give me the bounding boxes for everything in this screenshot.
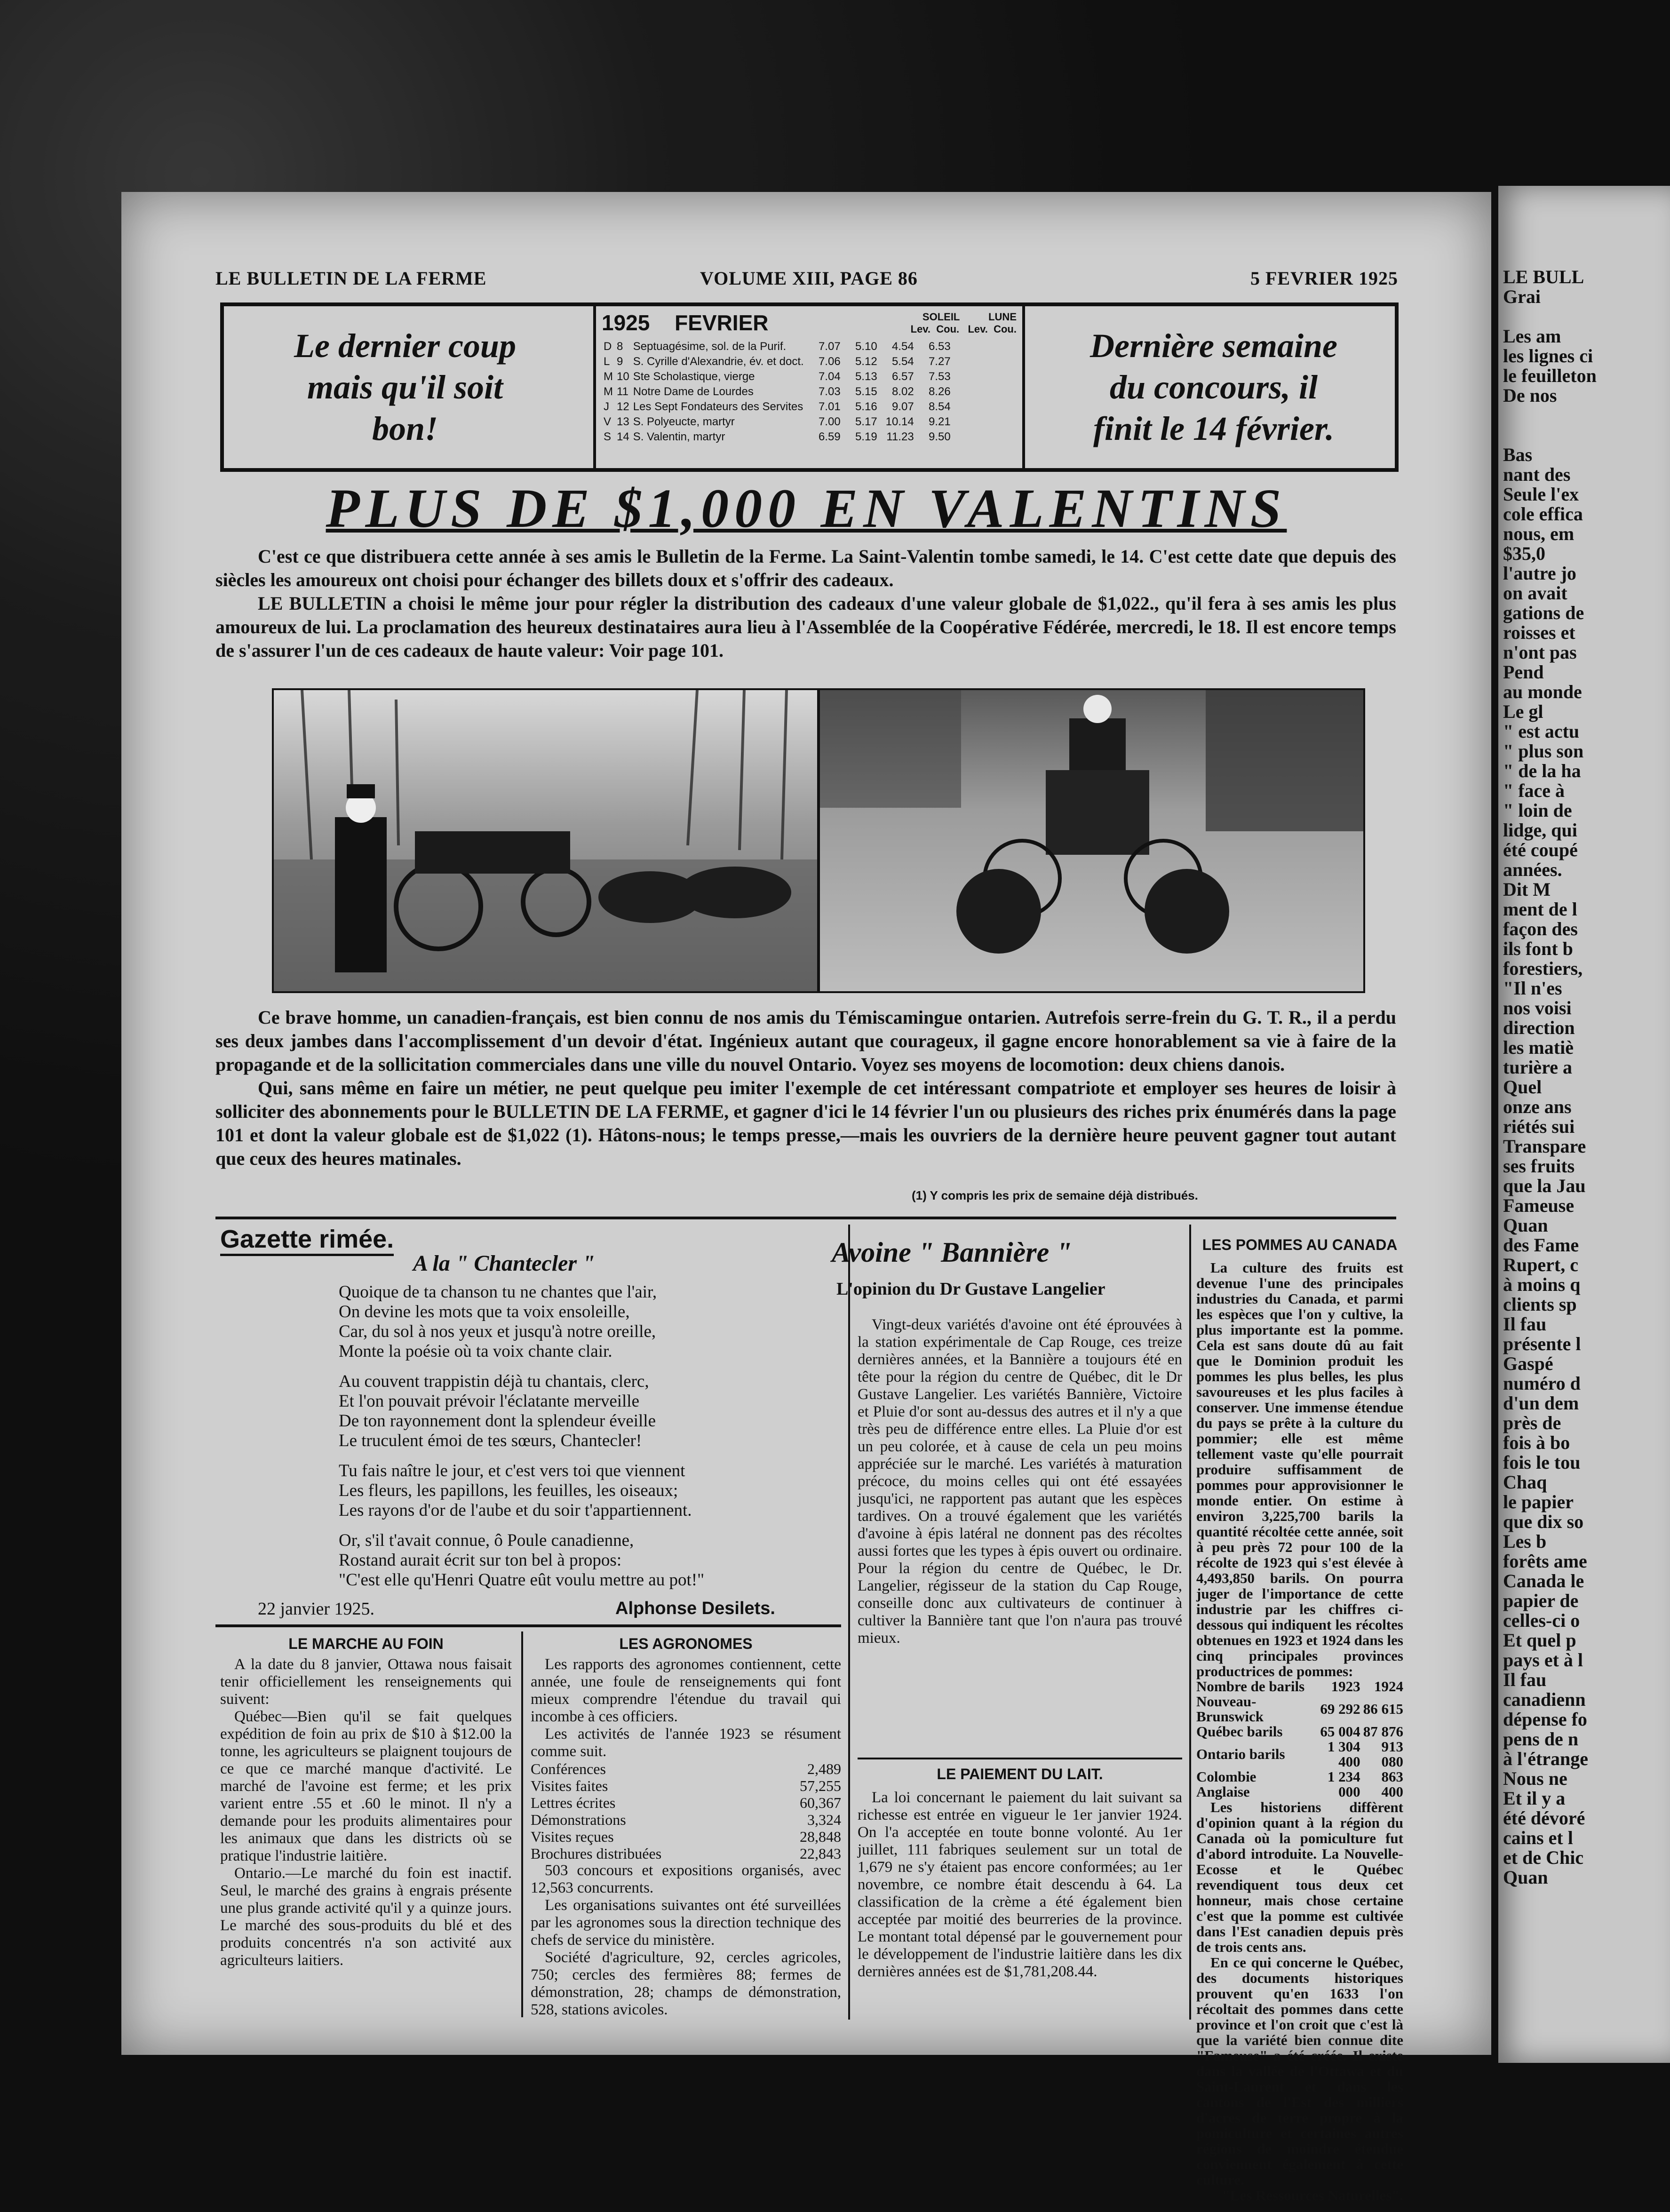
adjacent-page-fragment: numéro d bbox=[1503, 1373, 1581, 1394]
calendar-cell-sc: 5.12 bbox=[855, 355, 877, 368]
adjacent-page-fragment: on avait bbox=[1503, 582, 1567, 604]
intro-paragraph: LE BULLETIN a choisi le même jour pour régler la distribution des cadeaux d'une valeur globale de $1,022., qu'il fera à ses amis les plus amoureux de lui. La proclamation des heureux destinataires aura lieu à l'Assemblée de la Coopérative Fédérée, mercredi, le 18. Il est encore temps de s'assurer l'un de ces cadeaux de haute valeur: Voir page 101. bbox=[215, 593, 1396, 661]
calendar-cell-lc: 9.21 bbox=[928, 415, 951, 428]
calendar-cell-lc: 9.50 bbox=[928, 430, 951, 443]
adjacent-page-fragment: Et il y a bbox=[1503, 1788, 1566, 1809]
calendar-cell-sl: 7.04 bbox=[818, 370, 841, 383]
calendar-cell-saint: S. Cyrille d'Alexandrie, év. et doct. bbox=[633, 355, 804, 368]
stats-value: 22,843 bbox=[800, 1845, 841, 1862]
pommes-cell: 69 292 bbox=[1320, 1701, 1360, 1717]
adjacent-page-fragment: Les am bbox=[1503, 326, 1561, 347]
calendar-cell-saint: Septuagésime, sol. de la Purif. bbox=[633, 340, 787, 353]
pommes-paragraph: Les historiens diffèrent d'opinion quant à la région du Canada où la pomiculture fut d'abord introduite. La Nouvelle-Ecosse et le Québec revendiquent tous deux cet honneur, mais chose certaine c'est que la pomme est cultivée dans l'Est canadien depuis près de trois cents ans. bbox=[1196, 1799, 1403, 1955]
adjacent-page-fragment: Quan bbox=[1503, 1867, 1548, 1888]
pommes-cell: 65 004 bbox=[1320, 1723, 1360, 1740]
adjacent-page-fragment: Bas bbox=[1503, 444, 1533, 465]
poem-line: Les rayons d'or de l'aube et du soir t'appartiennent. bbox=[339, 1501, 692, 1520]
calendar-cell-ll: 9.07 bbox=[891, 400, 914, 413]
adjacent-page-fragment: Pend bbox=[1503, 661, 1544, 683]
calendar-cell-sc: 5.17 bbox=[855, 415, 877, 428]
adjacent-page-fragment: fois à bo bbox=[1503, 1432, 1570, 1453]
adjacent-page-fragment: "Il n'es bbox=[1503, 978, 1562, 999]
adjacent-page-fragment: papier de bbox=[1503, 1590, 1579, 1611]
masthead-date: 5 FEVRIER 1925 bbox=[1250, 268, 1399, 289]
stats-row bbox=[531, 1777, 841, 1794]
agronomes-paragraph: Les activités de l'année 1923 se résument comme suit. bbox=[531, 1726, 841, 1760]
calendar-cell-n: 13 bbox=[617, 415, 629, 428]
adjacent-page-fragment: nos voisi bbox=[1503, 997, 1572, 1018]
masthead-volume: VOLUME XIII, PAGE 86 bbox=[700, 268, 918, 289]
foin-heading: LE MARCHE AU FOIN bbox=[288, 1635, 444, 1652]
adjacent-page-fragment: forêts ame bbox=[1503, 1551, 1587, 1572]
calendar-cell-sl: 7.06 bbox=[818, 355, 841, 368]
stats-label: Visites reçues bbox=[531, 1828, 614, 1845]
pommes-source: "Les Ressources Naturelles". bbox=[1222, 2187, 1403, 2204]
calendar-cell-sl: 7.03 bbox=[818, 385, 841, 398]
calendar-columns bbox=[911, 311, 1017, 335]
banner-left-slogan bbox=[224, 306, 586, 468]
poem-line: Monte la poésie où ta voix chante clair. bbox=[339, 1342, 612, 1361]
calendar-cell-sc: 5.15 bbox=[855, 385, 877, 398]
adjacent-page-fragment: ses fruits bbox=[1503, 1155, 1575, 1177]
calendar-cell-lc: 6.53 bbox=[928, 340, 951, 353]
adjacent-page-fragment: pens de n bbox=[1503, 1728, 1579, 1750]
agronomes-column bbox=[531, 1656, 841, 2019]
calendar-cell-n: 12 bbox=[617, 400, 629, 413]
adjacent-page-fragment: et de Chic bbox=[1503, 1847, 1584, 1868]
pommes-table-row bbox=[1196, 1739, 1403, 1769]
adjacent-page-fragment: " face à bbox=[1503, 780, 1565, 801]
adjacent-page-fragment: nant des bbox=[1503, 464, 1571, 485]
adjacent-page-fragment: Gaspé bbox=[1503, 1353, 1553, 1374]
stats-value: 3,324 bbox=[807, 1811, 841, 1828]
caption-paragraph: Qui, sans même en faire un métier, ne peut quelque peu imiter l'exemple de cet intéressant compatriote et employer ses heures de loisir à solliciter des abonnements pour le BULLETIN DE LA FERME, et gagner d'ici le 14 février l'un ou plusieurs des riches prix énumérés dans la page 101 et dont la valeur globale est de $1,022 (1). Hâtons-nous; le temps presse,—mais les ouvriers de la dernière heure peuvent gagner tout autant que ceux des heures matinales. bbox=[215, 1077, 1396, 1169]
adjacent-page-fragment: que la Jau bbox=[1503, 1175, 1586, 1196]
pommes-cell: Nouveau-Brunswick bbox=[1196, 1693, 1264, 1725]
intro-paragraph: C'est ce que distribuera cette année à ses amis le Bulletin de la Ferme. La Saint-Valentin tombe samedi, le 14. C'est cette date que depuis des siècles les amoureux ont choisi pour échanger des billets doux et s'offrir des cadeaux. bbox=[215, 546, 1396, 590]
calendar-cell-ll: 11.23 bbox=[886, 430, 914, 443]
calendar-cell-saint: Notre Dame de Lourdes bbox=[633, 385, 754, 398]
poem-line: Rostand aurait écrit sur ton bel à propos: bbox=[339, 1551, 622, 1570]
calendar-cell-lc: 7.53 bbox=[928, 370, 951, 383]
stats-row bbox=[531, 1794, 841, 1811]
calendar-cell-sl: 7.00 bbox=[818, 415, 841, 428]
poem-line: "C'est elle qu'Henri Quatre eût voulu mettre au pot!" bbox=[339, 1570, 705, 1590]
calendar-cell-ll: 4.54 bbox=[891, 340, 914, 353]
stats-value: 57,255 bbox=[800, 1777, 841, 1794]
adjacent-page-fragment: n'ont pas bbox=[1503, 642, 1577, 663]
banner-right-line: Dernière semaine bbox=[1090, 327, 1337, 365]
pommes-table-row bbox=[1196, 1724, 1403, 1739]
calendar-cell-ll: 5.54 bbox=[891, 355, 914, 368]
agronomes-paragraph: Les rapports des agronomes contiennent, cette année, une foule de renseignements qui font mieux comprendre l'étendue du travail qui incombe à ces officiers. bbox=[531, 1656, 841, 1725]
stats-label: Démonstrations bbox=[531, 1811, 626, 1828]
calendar-table bbox=[602, 339, 953, 445]
poem-stanza bbox=[339, 1461, 704, 1520]
adjacent-page-fragment: Le gl bbox=[1503, 701, 1543, 722]
adjacent-page-fragment: nous, em bbox=[1503, 523, 1575, 544]
banner-right-slogan bbox=[1033, 306, 1395, 468]
adjacent-page-fragment: des Fame bbox=[1503, 1234, 1579, 1256]
adjacent-page-fragment: Il fau bbox=[1503, 1669, 1547, 1690]
adjacent-page-fragment: Dit M bbox=[1503, 879, 1551, 900]
lait-column bbox=[858, 1789, 1182, 1981]
poem-date: 22 janvier 1925. bbox=[258, 1599, 375, 1619]
poem-stanza bbox=[339, 1372, 704, 1451]
calendar-cell-d: M bbox=[604, 385, 613, 398]
banner-right-line: du concours, il bbox=[1109, 368, 1318, 406]
adjacent-page-fragment: $35,0 bbox=[1503, 543, 1545, 564]
calendar-cell-n: 9 bbox=[617, 355, 623, 368]
adjacent-page-fragment: Nous ne bbox=[1503, 1768, 1567, 1789]
stats-label: Lettres écrites bbox=[531, 1794, 616, 1811]
poem-line: De ton rayonnement dont la splendeur éveille bbox=[339, 1411, 656, 1431]
calendar-cou-label: Cou. bbox=[936, 323, 960, 335]
adjacent-page-fragment: cole effica bbox=[1503, 503, 1583, 525]
calendar-month: FEVRIER bbox=[675, 310, 769, 335]
pommes-header-cell: 1923 bbox=[1331, 1678, 1360, 1695]
adjacent-page-fragment: cains et l bbox=[1503, 1827, 1573, 1848]
calendar-row bbox=[602, 354, 953, 369]
calendar-cell-ll: 6.57 bbox=[891, 370, 914, 383]
adjacent-page-fragment: De nos bbox=[1503, 385, 1557, 406]
adjacent-page-fragment: " est actu bbox=[1503, 721, 1580, 742]
stats-label: Brochures distribuées bbox=[531, 1845, 662, 1862]
calendar-cell-ll: 10.14 bbox=[885, 415, 914, 428]
poem-line: Car, du sol à nos yeux et jusqu'à notre oreille, bbox=[339, 1322, 656, 1341]
adjacent-page-fragment: le papier bbox=[1503, 1491, 1574, 1512]
pommes-cell: Ontario barils bbox=[1196, 1746, 1285, 1762]
adjacent-page-fragment: turière a bbox=[1503, 1057, 1572, 1078]
pommes-cell: 86 615 bbox=[1363, 1701, 1403, 1717]
adjacent-page-fragment: canadienn bbox=[1503, 1689, 1586, 1710]
poem-stanza bbox=[339, 1531, 704, 1590]
adjacent-page-fragment: lidge, qui bbox=[1503, 820, 1577, 841]
adjacent-page-fragment: roisses et bbox=[1503, 622, 1575, 643]
lait-text: La loi concernant le paiement du lait suivant sa richesse est entrée en vigueur le 1er janvier 1924. On l'a acceptée en toute bonne volonté. Au 1er juillet, 111 fabriques seulement sur un total de 1,679 ne s'y étaient pas encore conformées; au 1er novembre, ce nombre était descendu à 64. La classification de la crème a été également bien acceptée par moitié des beurreries de la province. Le montant total dépensé par le gouvernement pour le développement de l'industrie laitière dans les dix dernières années est de $1,781,208.44. bbox=[858, 1789, 1182, 1980]
calendar-cell-sc: 5.10 bbox=[855, 340, 877, 353]
calendar-cell-n: 8 bbox=[617, 340, 623, 353]
adjacent-page-fragment: Seule l'ex bbox=[1503, 484, 1579, 505]
agronomes-paragraph: Les organisations suivantes ont été surveillées par les agronomes sous la direction technique des chefs de service du ministère. bbox=[531, 1897, 841, 1949]
adjacent-page-fragment: " loin de bbox=[1503, 800, 1572, 821]
banner-left-line: bon! bbox=[372, 410, 438, 447]
stats-row bbox=[531, 1811, 841, 1828]
adjacent-page-fragment: le feuilleton bbox=[1503, 365, 1597, 386]
calendar-cell-lc: 8.54 bbox=[928, 400, 951, 413]
adjacent-page-fragment: ment de l bbox=[1503, 899, 1577, 920]
pommes-table bbox=[1196, 1679, 1403, 1799]
adjacent-page-fragment: façon des bbox=[1503, 918, 1578, 939]
poem-line: Or, s'il t'avait connue, ô Poule canadienne, bbox=[339, 1531, 634, 1550]
adjacent-page-fragment: gations de bbox=[1503, 602, 1584, 623]
section-divider bbox=[215, 1217, 1396, 1219]
poem-line: Le truculent émoi de tes sœurs, Chantecler! bbox=[339, 1431, 642, 1450]
adjacent-page-fragment: Rupert, c bbox=[1503, 1254, 1578, 1275]
adjacent-page-fragment: Chaq bbox=[1503, 1472, 1547, 1493]
avoine-title: Avoine " Bannière " bbox=[832, 1237, 1072, 1268]
main-headline: PLUS DE $1,000 EN VALENTINS bbox=[326, 477, 1287, 539]
adjacent-page-fragment: Et quel p bbox=[1503, 1630, 1576, 1651]
photo-man-with-dog-cart bbox=[274, 690, 820, 991]
stats-value: 60,367 bbox=[800, 1794, 841, 1811]
adjacent-page-fragment: Quel bbox=[1503, 1076, 1542, 1098]
calendar-row bbox=[602, 384, 953, 399]
calendar-cell-sc: 5.16 bbox=[855, 400, 877, 413]
foin-column bbox=[220, 1656, 512, 1969]
poem-line: Au couvent trappistin déjà tu chantais, clerc, bbox=[339, 1372, 649, 1391]
adjacent-page-fragment: direction bbox=[1503, 1017, 1575, 1038]
adjacent-page-fragment: à l'étrange bbox=[1503, 1748, 1589, 1769]
stats-row bbox=[531, 1760, 841, 1777]
banner-left-line: Le dernier coup bbox=[294, 327, 516, 365]
avoine-text: Vingt-deux variétés d'avoine ont été éprouvées à la station expérimentale de Cap Rouge, ces treize dernières années, et la Bannière a toujours été en tête pour la région du centre de Québec, dit le Dr Gustave Langelier. Les variétés Bannière, Victoire et Pluie d'or sont au-dessus des autres et il n'y a que très peu de différence entre elles. La Pluie d'or est un peu colorée, et à cause de cela un peu moins appréciée sur le marché. Les variétés à maturation précoce, du moins celles qui ont été essayées jusqu'ici, ne rapportent pas autant que les espèces tardives. On a trouvé également que les variétés d'avoine à épis latéral ne donnent pas des récoltes aussi fortes que les types à épis ouvert ou ordinaire. Pour la région du centre de Québec, le Dr. Langelier, régisseur de la station du Cap Rouge, conseille donc aux cultivateurs de continuer à cultiver la Bannière tant que l'on n'aura pas trouvé mieux. bbox=[858, 1316, 1182, 1647]
poem-stanza bbox=[339, 1282, 704, 1361]
poem-line: Et l'on pouvait prévoir l'éclatante merveille bbox=[339, 1392, 640, 1411]
calendar-cell-saint: Les Sept Fondateurs des Servites bbox=[633, 400, 803, 413]
banner-left-line: mais qu'il soit bbox=[307, 368, 503, 406]
adjacent-page-fragment: Grai bbox=[1503, 286, 1541, 307]
foin-paragraph: Québec—Bien qu'il se fait quelques expédition de foin au prix de $10 à $12.00 la tonne, les agriculteurs se plaignent toujours de ce que ce marché manque d'activité. Le marché de l'avoine est ferme; et les prix varient entre .55 et .60 le minot. Il n'y a demande pour les produits alimentaires pour les animaux que dans les districts où se pratique l'industrie laitière. bbox=[220, 1708, 512, 1864]
agronomes-stats-table bbox=[531, 1760, 841, 1862]
calendar-cell-n: 10 bbox=[617, 370, 629, 383]
stats-label: Visites faites bbox=[531, 1777, 608, 1794]
adjacent-page-fragment: clients sp bbox=[1503, 1294, 1577, 1315]
foin-paragraph: Ontario.—Le marché du foin est inactif. Seul, le marché des grains à engrais présente une plus grande activité qu'il y a quinze jours. Le marché des sous-produits du blé et des produits concentrés n'a son activité aux agriculteurs laitiers. bbox=[220, 1865, 512, 1969]
agronomes-paragraph: Société d'agriculture, 92, cercles agricoles, 750; cercles des fermières 88; fermes de démonstration, 28; champs de démonstration, 528, stations avicoles. bbox=[531, 1949, 841, 2018]
avoine-subtitle: L'opinion du Dr Gustave Langelier bbox=[836, 1279, 1105, 1299]
pommes-cell: 913 080 bbox=[1381, 1738, 1403, 1770]
pommes-header-cell: Nombre de barils bbox=[1196, 1678, 1305, 1695]
adjacent-page-fragment: " de la ha bbox=[1503, 760, 1581, 781]
adjacent-page-fragment: été coupé bbox=[1503, 839, 1578, 860]
intro-text bbox=[215, 545, 1396, 662]
adjacent-page-fragment: onze ans bbox=[1503, 1096, 1572, 1117]
calendar-cell-d: M bbox=[604, 370, 613, 383]
pommes-header-cell: 1924 bbox=[1374, 1678, 1403, 1695]
adjacent-page-fragment: présente l bbox=[1503, 1333, 1581, 1354]
calendar-soleil-label: SOLEIL bbox=[922, 311, 960, 323]
adjacent-page-fragment: au monde bbox=[1503, 681, 1582, 702]
pommes-heading: LES POMMES AU CANADA bbox=[1202, 1236, 1398, 1253]
calendar-cell-sc: 5.13 bbox=[855, 370, 877, 383]
top-banner bbox=[220, 302, 1399, 472]
stats-row bbox=[531, 1845, 841, 1862]
pommes-cell: 1 304 400 bbox=[1327, 1738, 1360, 1770]
foin-paragraph: A la date du 8 janvier, Ottawa nous faisait tenir officiellement les renseignements qui suivent: bbox=[220, 1656, 512, 1708]
pommes-paragraph: En ce qui concerne le Québec, des documents historiques prouvent qu'en 1633 l'on récoltait des pommes dans cette province et l'on croit que c'est là que la variété bien connue dite "Fameuse" a été créée. Il existe dans la vallée de l'Ottawa et du Saint-Laurent et dans les cantons de l'Est des milliers d'acres de terre propre à la pomiculture et certaines autres régions de moindre étendue conviennent également à cette culture. bbox=[1196, 1954, 1403, 2188]
calendar-lune-label: LUNE bbox=[988, 311, 1017, 323]
adjacent-page-fragment: " plus son bbox=[1503, 740, 1584, 762]
column-divider bbox=[1189, 1225, 1191, 2020]
agronomes-heading: LES AGRONOMES bbox=[619, 1635, 753, 1652]
adjacent-page-fragment: fois le tou bbox=[1503, 1452, 1581, 1473]
adjacent-page-fragment: Canada le bbox=[1503, 1570, 1584, 1591]
pommes-paragraph: La culture des fruits est devenue l'une des principales industries du Canada, et parmi les espèces que l'on y cultive, la plus importante est la pomme. Cela est sans doute dû au fait que le Dominion produit les pommes les plus belles, les plus savoureuses et les plus faciles à conserver. Une immense étendue du pays se prête à la culture du pommier; elle est même tellement vaste qu'elle pourrait produire suffisamment de pommes pour approvisionner le monde entier. On estime à environ 3,225,700 barils la quantité récoltée cette année, soit à peu près 72 pour 100 de la récolte de 1923 qui s'est élevée à 4,493,850 barils. On pourra juger de l'importance de cette industrie par les chiffres ci-dessous qui indiquent les récoltes obtenues en 1923 et 1924 dans les cinq principales provinces productrices de pommes: bbox=[1196, 1259, 1403, 1679]
adjacent-page-fragment: à moins q bbox=[1503, 1274, 1581, 1295]
calendar-cell-saint: S. Polyeucte, martyr bbox=[633, 415, 735, 428]
adjacent-page-fragment: riétés sui bbox=[1503, 1116, 1575, 1137]
adjacent-page-fragment: Les b bbox=[1503, 1531, 1547, 1552]
footnote: (1) Y compris les prix de semaine déjà distribués. bbox=[912, 1188, 1198, 1202]
adjacent-page-fragment: LE BULL bbox=[1503, 266, 1584, 287]
adjacent-page-fragment: celles-ci o bbox=[1503, 1610, 1580, 1631]
adjacent-page-fragment: années. bbox=[1503, 859, 1562, 880]
calendar-row bbox=[602, 339, 953, 354]
calendar-year: 1925 bbox=[602, 310, 650, 335]
calendar-cell-sl: 7.07 bbox=[818, 340, 841, 353]
calendar-cell-n: 11 bbox=[617, 385, 628, 398]
calendar-lev-label: Lev. bbox=[910, 323, 931, 335]
stats-label: Conférences bbox=[531, 1760, 606, 1777]
calendar-cell-d: V bbox=[604, 415, 612, 428]
pommes-table-row bbox=[1196, 1694, 1403, 1724]
pommes-cell: 1 234 000 bbox=[1327, 1768, 1360, 1800]
poem-line: Les fleurs, les papillons, les feuilles, les oiseaux; bbox=[339, 1481, 678, 1500]
caption-paragraph: Ce brave homme, un canadien-français, est bien connu de nos amis du Témiscamingue ontarien. Autrefois serre-frein du G. T. R., il a perdu ses deux jambes dans l'accomplissement d'un devoir d'état. Ingénieux autant que courageux, il gagne encore honorablement sa vie à faire de la propagande et de la sollicitation commerciales dans une ville du nouvel Ontario. Voyez ses moyens de locomotion: deux chiens danois. bbox=[215, 1007, 1396, 1075]
calendar-cou-label: Cou. bbox=[994, 323, 1017, 335]
adjacent-page-fragment: Il fau bbox=[1503, 1313, 1547, 1335]
calendar-cell-n: 14 bbox=[617, 430, 629, 443]
calendar-row bbox=[602, 399, 953, 414]
adjacent-page-fragment: Quan bbox=[1503, 1215, 1548, 1236]
adjacent-page-fragment: forestiers, bbox=[1503, 958, 1583, 979]
calendar-row bbox=[602, 430, 953, 445]
agronomes-paragraph: 503 concours et expositions organisés, avec 12,563 concurrents. bbox=[531, 1862, 841, 1896]
calendar-cell-lc: 7.27 bbox=[928, 355, 951, 368]
calendar-box bbox=[593, 306, 1025, 468]
calendar-cell-d: S bbox=[604, 430, 612, 443]
calendar-cell-lc: 8.26 bbox=[928, 385, 951, 398]
poem-author: Alphonse Desilets. bbox=[615, 1599, 775, 1618]
adjacent-page-fragment: dépense fo bbox=[1503, 1709, 1587, 1730]
calendar-cell-d: D bbox=[604, 340, 612, 353]
poem-line: Tu fais naître le jour, et c'est vers toi que viennent bbox=[339, 1461, 685, 1480]
pommes-table-row bbox=[1196, 1769, 1403, 1799]
poem-line: Quoique de ta chanson tu ne chantes que l'air, bbox=[339, 1282, 657, 1302]
adjacent-page-fragment: Fameuse bbox=[1503, 1195, 1575, 1216]
calendar-lev-label: Lev. bbox=[968, 323, 988, 335]
pommes-cell: 87 876 bbox=[1363, 1723, 1403, 1740]
adjacent-page bbox=[1498, 186, 1670, 2063]
calendar-cell-d: L bbox=[604, 355, 610, 368]
adjacent-page-fragment: les lignes ci bbox=[1503, 345, 1593, 366]
calendar-row bbox=[602, 414, 953, 430]
pommes-cell: 863 400 bbox=[1381, 1768, 1403, 1800]
column-divider bbox=[521, 1631, 523, 2017]
avoine-divider bbox=[858, 1758, 1182, 1759]
avoine-column bbox=[858, 1316, 1182, 1647]
banner-right-line: finit le 14 février. bbox=[1093, 410, 1334, 447]
adjacent-page-fragment: été dévoré bbox=[1503, 1807, 1585, 1829]
photo-dog-cart-street bbox=[820, 690, 1363, 991]
calendar-cell-saint: Ste Scholastique, vierge bbox=[633, 370, 755, 383]
gazette-heading: Gazette rimée. bbox=[220, 1225, 394, 1256]
column-divider bbox=[848, 1225, 850, 2020]
adjacent-page-fragment: ils font b bbox=[1503, 938, 1573, 959]
lait-heading: LE PAIEMENT DU LAIT. bbox=[937, 1766, 1103, 1782]
newspaper-page bbox=[121, 192, 1491, 2204]
calendar-cell-d: J bbox=[604, 400, 609, 413]
adjacent-page-fragment: près de bbox=[1503, 1412, 1561, 1433]
calendar-cell-ll: 8.02 bbox=[891, 385, 914, 398]
masthead-title: LE BULLETIN DE LA FERME bbox=[215, 268, 487, 289]
adjacent-page-fragment: l'autre jo bbox=[1503, 563, 1576, 584]
stats-row bbox=[531, 1828, 841, 1845]
calendar-cell-sl: 6.59 bbox=[818, 430, 841, 443]
calendar-row bbox=[602, 369, 953, 384]
pommes-cell: Québec barils bbox=[1196, 1723, 1283, 1740]
stats-value: 28,848 bbox=[800, 1828, 841, 1845]
photo-pair bbox=[272, 688, 1365, 993]
gazette-divider bbox=[215, 1624, 841, 1627]
adjacent-page-fragment: les matiè bbox=[1503, 1037, 1574, 1058]
pommes-column bbox=[1196, 1260, 1403, 2203]
adjacent-page-fragment: d'un dem bbox=[1503, 1392, 1579, 1414]
calendar-cell-sl: 7.01 bbox=[818, 400, 841, 413]
poem-line: On devine les mots que ta voix ensoleille, bbox=[339, 1302, 630, 1321]
pommes-table-header bbox=[1196, 1679, 1403, 1694]
poem-title: A la " Chantecler " bbox=[413, 1251, 595, 1276]
calendar-cell-sc: 5.19 bbox=[855, 430, 877, 443]
photo-caption bbox=[215, 1006, 1396, 1170]
stats-value: 2,489 bbox=[807, 1760, 841, 1777]
calendar-cell-saint: S. Valentin, martyr bbox=[633, 430, 725, 443]
pommes-cell: Colombie Anglaise bbox=[1196, 1768, 1256, 1800]
adjacent-page-fragment: pays et à l bbox=[1503, 1649, 1583, 1671]
adjacent-page-fragment: que dix so bbox=[1503, 1511, 1584, 1532]
adjacent-page-fragment: Transpare bbox=[1503, 1136, 1586, 1157]
poem-body bbox=[339, 1282, 704, 1600]
